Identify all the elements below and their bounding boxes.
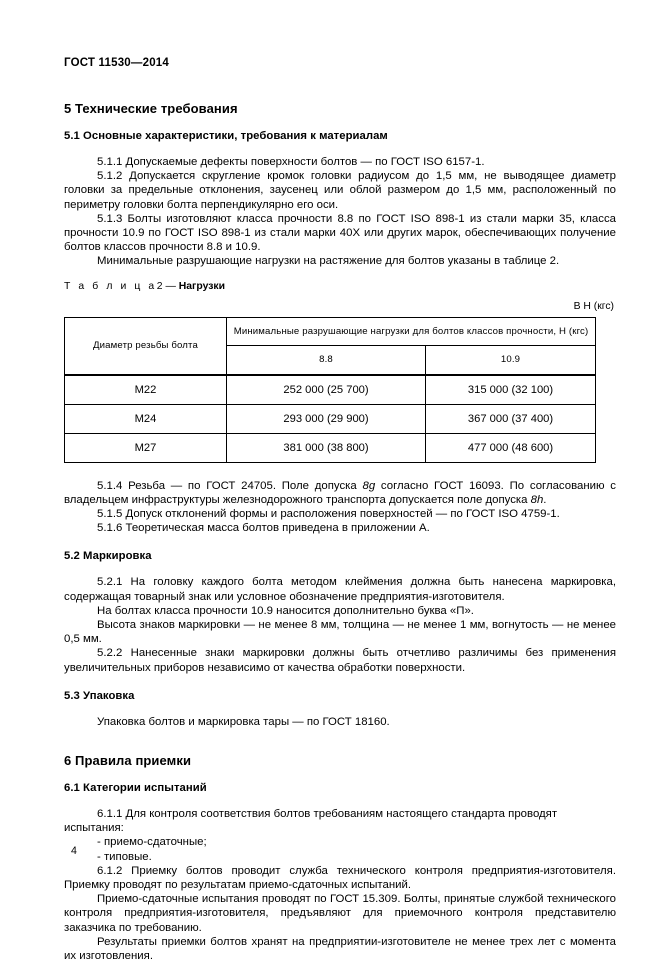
table-row: [65, 375, 596, 405]
table-row: [65, 404, 596, 433]
table-caption-number: 2 —: [156, 280, 176, 292]
paragraph-5-1-4-part-a: 5.1.4 Резьба — по ГОСТ 24705. Поле допуска: [97, 479, 363, 492]
cell-load-109: 367 000 (37 400): [426, 404, 596, 433]
paragraph-5-2-2: 5.2.2 Нанесенные знаки маркировки должны быть отчетливо различимы без применения увеличительных приборов независимо от качества обработки поверхности.: [64, 647, 616, 674]
cell-load-88: 381 000 (38 800): [227, 433, 426, 462]
cell-diameter: М22: [65, 375, 227, 405]
paragraph-marking-dimensions: Высота знаков маркировки — не менее 8 мм, толщина — не менее 1 мм, вогнутость — не менее 0,5 мм.: [64, 619, 616, 646]
paragraph-5-1-4: [64, 479, 616, 507]
paragraph-acceptance-tests: Приемо-сдаточные испытания проводят по ГОСТ 15.309. Болты, принятые службой технического контроля предприятия-изготовителя, предъявляют для приемочного контроля представителю заказчика по требованию.: [64, 893, 616, 934]
paragraph-5-2-1: 5.2.1 На головку каждого болта методом клеймения должна быть нанесена маркировка, содержащая товарный знак или условное обозначение предприятия-изготовителя.: [64, 576, 616, 603]
table-header-row-1: [65, 317, 596, 345]
running-head: ГОСТ 11530—2014: [64, 57, 169, 69]
paragraph-5-1-6: 5.1.6 Теоретическая масса болтов приведена в приложении А.: [97, 522, 430, 535]
table-caption-label: Т а б л и ц а: [64, 280, 157, 292]
page-content: [64, 0, 616, 963]
tolerance-field-8h: 8h: [530, 493, 544, 506]
cell-load-109: 477 000 (48 600): [426, 433, 596, 462]
cell-load-88: 293 000 (29 900): [227, 404, 426, 433]
table-header-class-88: 8.8: [227, 345, 426, 375]
section-heading-5: 5 Технические требования: [64, 101, 238, 116]
subsection-heading-5-2: 5.2 Маркировка: [64, 550, 152, 563]
paragraph-5-1-5: 5.1.5 Допуск отклонений формы и расположения поверхностей — по ГОСТ ISO 4759-1.: [97, 508, 560, 521]
table-2-caption: [64, 281, 616, 292]
subsection-heading-6-1: 6.1 Категории испытаний: [64, 782, 207, 795]
tolerance-field-8g: 8g: [362, 479, 376, 492]
page-number: 4: [71, 845, 77, 857]
table-caption-name: Нагрузки: [178, 280, 225, 292]
cell-load-88: 252 000 (25 700): [227, 375, 426, 405]
table-header-class-109: 10.9: [426, 345, 596, 375]
paragraph-5-1-2: 5.1.2 Допускается скругление кромок головки радиусом до 1,5 мм, не выводящее диаметр головки за предельные отклонения, заусенец или облой размером до 1,5 мм, расположенный по периметру головки болта перпендикулярно его оси.: [64, 170, 616, 211]
table-units-note: В Н (кгс): [573, 300, 614, 312]
table-header-diameter: Диаметр резьбы болта: [65, 317, 227, 375]
subsection-heading-5-1: 5.1 Основные характеристики, требования к материалам: [64, 130, 388, 142]
cell-diameter: М24: [65, 404, 227, 433]
paragraph-5-1-4-part-c: .: [543, 493, 547, 506]
table-2-loads: [64, 317, 596, 463]
paragraph-5-1-1: 5.1.1 Допускаемые дефекты поверхности болтов — по ГОСТ ISO 6157-1.: [97, 156, 485, 168]
paragraph-6-1-1: 6.1.1 Для контроля соответствия болтов требованиям настоящего стандарта проводят испытания:: [64, 808, 558, 835]
list-item: - типовые.: [97, 850, 152, 863]
list-item: - приемо-сдаточные;: [97, 836, 207, 849]
section-heading-6: 6 Правила приемки: [64, 753, 192, 769]
paragraph-table-reference: Минимальные разрушающие нагрузки на растяжение для болтов указаны в таблице 2.: [97, 255, 560, 268]
paragraph-5-1-3: 5.1.3 Болты изготовляют класса прочности 8.8 по ГОСТ ISO 898-1 из стали марки 35, класса прочности 10.9 по ГОСТ ISO 898-1 из стали марки 40Х или других марок, обеспечивающих получение болтов классов прочности 8.8 и 10.9.: [64, 212, 616, 254]
table-row: [65, 433, 596, 462]
cell-load-109: 315 000 (32 100): [426, 375, 596, 405]
paragraph-5-1-4-part-b: согласно ГОСТ 16093. По согласованию с владельцем инфраструктуры железнодорожного транспорта допускается поле допуска: [64, 479, 616, 506]
paragraph-6-1-2: 6.1.2 Приемку болтов проводит служба технического контроля предприятия-изготовителя. Приемку проводят по результатам приемо-сдаточных испытаний.: [64, 864, 616, 892]
table-head: [65, 317, 596, 375]
paragraph-marking-class-109: На болтах класса прочности 10.9 наносится дополнительно буква «П».: [97, 604, 474, 617]
paragraph-records-retention: Результаты приемки болтов хранят на предприятии-изготовителе не менее трех лет с момента их изготовления.: [64, 935, 616, 963]
table-header-span-loads: Минимальные разрушающие нагрузки для болтов классов прочности, Н (кгс): [227, 317, 596, 345]
cell-diameter: М27: [65, 433, 227, 462]
table-body: [65, 375, 596, 463]
paragraph-packaging: Упаковка болтов и маркировка тары — по ГОСТ 18160.: [97, 715, 390, 728]
subsection-heading-5-3: 5.3 Упаковка: [64, 689, 135, 702]
